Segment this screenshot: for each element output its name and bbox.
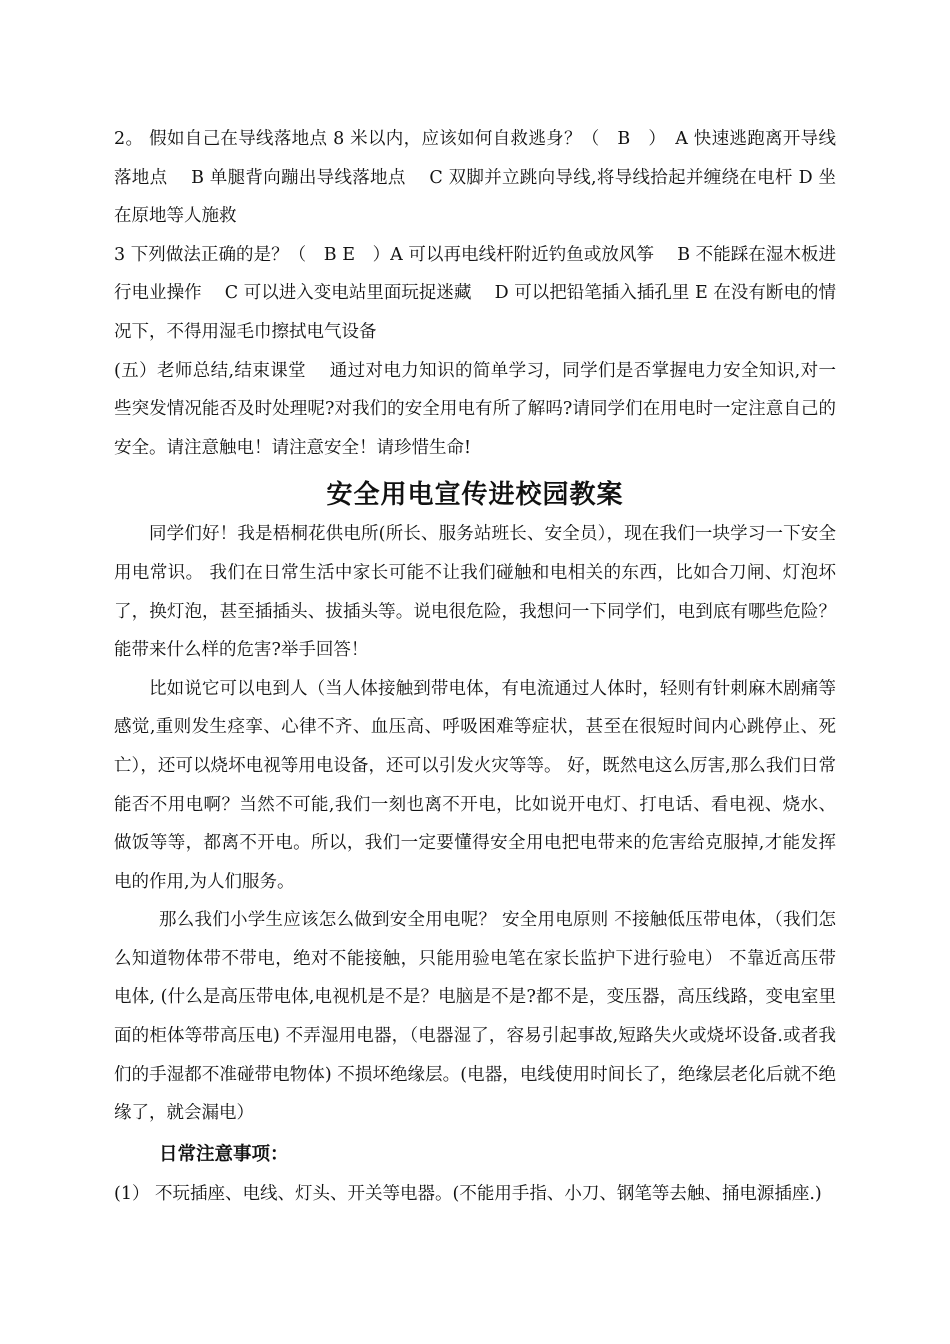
document-title: 安全用电宣传进校园教案	[326, 480, 624, 511]
section-heading: 日常注意事项：	[159, 1143, 289, 1165]
paragraph-principles: 那么我们小学生应该怎么做到安全用电呢？ 安全用电原则 不接触低压带电体，（我们怎么知道物体带不带电，绝对不能接触，只能用验电笔在家长监护下进行验电） 不靠近高压带电体, (什么是高压带电体,电视机是不是？电脑是不是?都不是，变压器，高压线路，变电室里面的柜体等带高压电) 不弄湿用电器，（电器湿了，容易引起事故,短路失火或烧坏设备.或者我们的手湿都不准碰带电物体) 不损坏绝缘层。(电器，电线使用时间长了，绝缘层老化后就不绝缘了，就会漏电）	[114, 910, 836, 1124]
paragraph-dangers: 比如说它可以电到人（当人体接触到带电体，有电流通过人体时，轻则有针刺麻木剧痛等感觉,重则发生痉挛、心律不齐、血压高、呼吸困难等症状，甚至在很短时间内心跳停止、死亡），还可以烧坏电视等用电设备，还可以引发火灾等等。 好，既然电这么厉害,那么我们日常能否不用电啊？当然不可能,我们一刻也离不开电，比如说开电灯、打电话、看电视、烧水、做饭等等，都离不开电。所以，我们一定要懂得安全用电把电带来的危害给克服掉,才能发挥电的作用,为人们服务。	[114, 678, 836, 892]
teacher-summary: (五）老师总结,结束课堂 通过对电力知识的简单学习，同学们是否掌握电力安全知识,对一些突发情况能否及时处理呢?对我们的安全用电有所了解吗?请同学们在用电时一定注意自己的安全。请注意触电！请注意安全！请珍惜生命!	[114, 360, 836, 458]
paragraph-intro: 同学们好！我是梧桐花供电所(所长、服务站班长、安全员），现在我们一块学习一下安全用电常识。 我们在日常生活中家长可能不让我们碰触和电相关的东西，比如合刀闸、灯泡坏了，换灯泡，甚至插插头、拔插头等。说电很危险，我想问一下同学们，电到底有哪些危险？能带来什么样的危害?举手回答！	[114, 524, 836, 661]
question-3: 3 下列做法正确的是？（ B E ）A 可以再电线杆附近钓鱼或放风筝 B 不能踩在湿木板进行电业操作 C 可以进入变电站里面玩捉迷藏 D 可以把铅笔插入插孔里 E 在没有断电的情况下，不得用湿毛巾擦拭电气设备	[114, 244, 836, 342]
list-item: (1） 不玩插座、电线、灯头、开关等电器。(不能用手指、小刀、钢笔等去触、捅电源插座.)	[114, 1183, 822, 1204]
question-2: 2。 假如自己在导线落地点 8 米以内，应该如何自救逃身？（ B ） A 快速逃跑离开导线落地点 B 单腿背向蹦出导线落地点 C 双脚并立跳向导线,将导线拾起并缠绕在电杆 D 坐在原地等人施救	[114, 129, 836, 227]
document-body	[114, 120, 836, 1213]
